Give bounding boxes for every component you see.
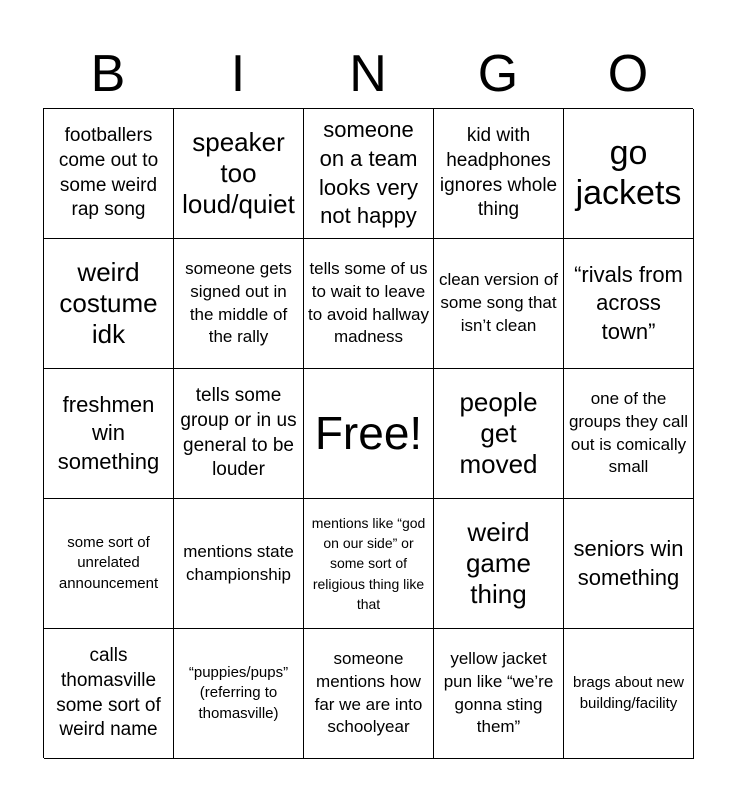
bingo-cell-text: mentions state championship xyxy=(183,541,294,584)
header-letter-o: O xyxy=(607,45,649,103)
header-letter-g: G xyxy=(477,45,519,103)
bingo-cell[interactable] xyxy=(44,109,174,239)
bingo-cell-text: one of the groups they call out is comically small xyxy=(568,388,689,477)
bingo-cell-text: someone mentions how far we are into schoolyear xyxy=(314,648,423,737)
bingo-cell-text: speaker too loud/quiet xyxy=(182,126,295,220)
bingo-cell[interactable] xyxy=(44,239,174,369)
bingo-cell-text: clean version of some song that isn’t clean xyxy=(438,270,559,335)
bingo-cell[interactable] xyxy=(44,629,174,759)
bingo-cell-text: tells some group or in us general to be louder xyxy=(180,385,297,481)
header-letter-i: I xyxy=(230,45,246,103)
bingo-cell[interactable] xyxy=(304,499,434,629)
bingo-cell[interactable] xyxy=(434,629,564,759)
bingo-cell-text: people get moved xyxy=(459,386,538,480)
bingo-cell[interactable] xyxy=(564,109,694,239)
bingo-cell-text: calls thomasville some sort of weird name xyxy=(56,645,161,741)
bingo-cell[interactable] xyxy=(174,369,304,499)
bingo-cell[interactable] xyxy=(304,109,434,239)
bingo-cell[interactable] xyxy=(174,239,304,369)
bingo-cell[interactable] xyxy=(174,499,304,629)
bingo-cell[interactable] xyxy=(564,499,694,629)
bingo-cell-text: mentions like “god on our side” or some sort of religious thing like that xyxy=(311,514,426,612)
bingo-cell-text: “rivals from across town” xyxy=(574,261,683,344)
bingo-cell-text: some sort of unrelated announcement xyxy=(58,534,159,592)
bingo-cell-text: someone gets signed out in the middle of the rally xyxy=(185,258,292,347)
free-space-text: Free! xyxy=(314,407,423,460)
bingo-cell-text: footballers come out to some weird rap song xyxy=(58,125,159,221)
bingo-cell[interactable] xyxy=(564,629,694,759)
header-letter-b: B xyxy=(90,45,126,103)
bingo-cell[interactable] xyxy=(304,629,434,759)
bingo-cell-text: kid with headphones ignores whole thing xyxy=(439,125,558,221)
bingo-cell-text: someone on a team looks very not happy xyxy=(318,117,419,229)
bingo-cell-text: weird costume idk xyxy=(59,256,158,350)
bingo-cell[interactable] xyxy=(434,499,564,629)
header-letter-n: N xyxy=(349,45,387,103)
bingo-cell-text: go jackets xyxy=(575,134,682,212)
bingo-cell[interactable] xyxy=(44,369,174,499)
bingo-header xyxy=(43,40,693,108)
bingo-cell-text: brags about new building/facility xyxy=(573,674,684,712)
bingo-cell-text: tells some of us to wait to leave to avoid hallway madness xyxy=(308,258,429,347)
bingo-cell-text: weird game thing xyxy=(465,516,532,610)
bingo-cell[interactable] xyxy=(44,499,174,629)
bingo-cell-text: seniors win something xyxy=(573,535,684,590)
bingo-cell-text: yellow jacket pun like “we’re gonna sting them” xyxy=(443,648,554,737)
free-space-cell[interactable] xyxy=(304,369,434,499)
bingo-cell[interactable] xyxy=(174,629,304,759)
bingo-cell[interactable] xyxy=(434,109,564,239)
bingo-cell[interactable] xyxy=(564,369,694,499)
bingo-cell[interactable] xyxy=(434,239,564,369)
bingo-cell[interactable] xyxy=(434,369,564,499)
bingo-cell-text: freshmen win something xyxy=(57,391,160,474)
bingo-cell-text: “puppies/pups” (referring to thomasville) xyxy=(188,664,289,722)
bingo-cell[interactable] xyxy=(174,109,304,239)
bingo-board xyxy=(43,108,693,758)
bingo-cell[interactable] xyxy=(564,239,694,369)
bingo-cell[interactable] xyxy=(304,239,434,369)
